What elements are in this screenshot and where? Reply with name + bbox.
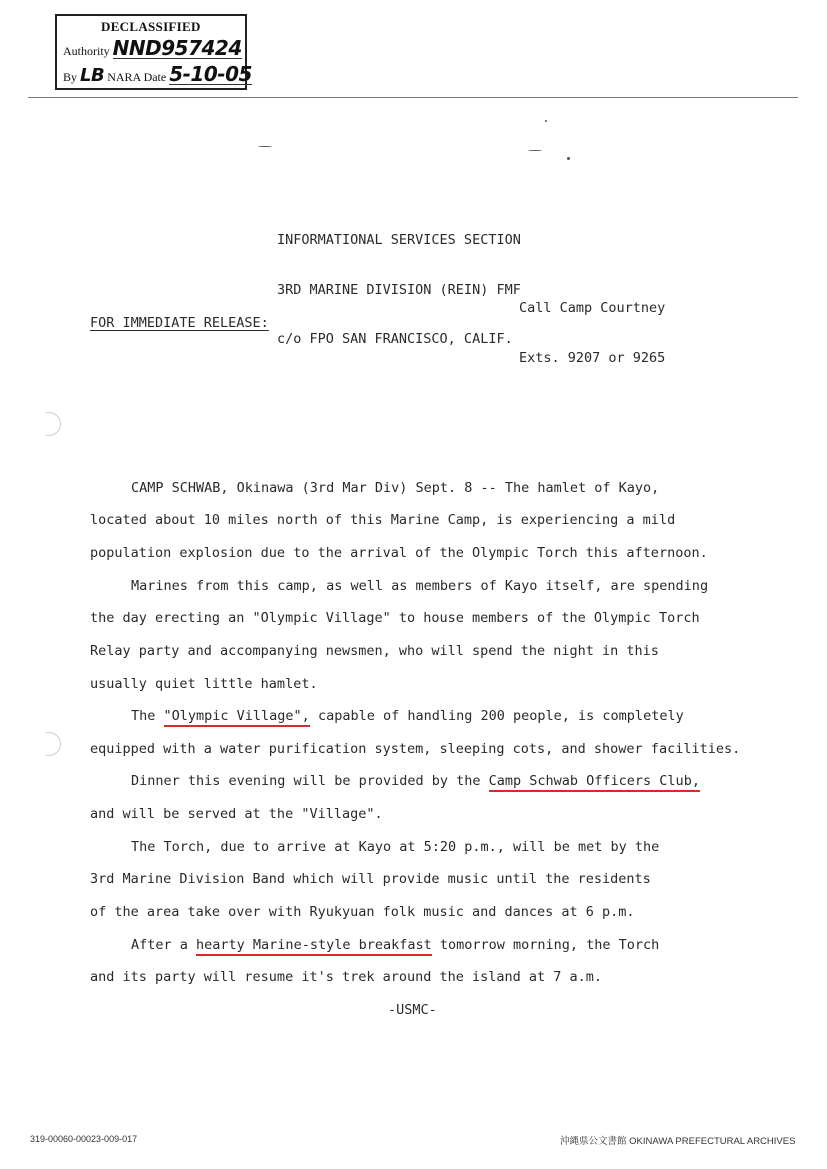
body-line: and its party will resume it's trek around the island at 7 a.m. <box>90 969 603 985</box>
contact-line: Exts. 9207 or 9265 <box>519 349 666 366</box>
body-line: and will be served at the "Village". <box>90 806 383 822</box>
body-line: CAMP SCHWAB, Okinawa (3rd Mar Div) Sept. 8 -- The hamlet of Kayo, <box>131 480 660 496</box>
body-line: Marines from this camp, as well as members of Kayo itself, are spending <box>131 578 709 594</box>
stamp-by-row <box>63 64 252 86</box>
stamp-by-initials: LB <box>80 65 105 86</box>
punch-hole <box>46 732 61 756</box>
contact-info <box>519 267 665 399</box>
stamp-authority-value: NND957424 <box>112 36 242 60</box>
body-line: Relay party and accompanying newsmen, who will spend the night in this <box>90 643 659 659</box>
body-text: capable of handling 200 people, is completely <box>309 708 684 724</box>
contact-line: Call Camp Courtney <box>519 300 666 316</box>
stamp-title: DECLASSIFIED <box>101 19 201 34</box>
body-line: equipped with a water purification system, sleeping cots, and shower facilities. <box>90 741 741 757</box>
stamp-date-label: Date <box>143 70 167 84</box>
body-line <box>131 773 700 789</box>
letterhead-line: c/o FPO SAN FRANCISCO, CALIF. <box>277 331 513 347</box>
punch-hole <box>46 412 61 436</box>
body-text: Dinner this evening will be provided by the <box>131 773 489 789</box>
letterhead <box>277 199 521 381</box>
stamp-agency: NARA <box>107 70 141 84</box>
letterhead-line: INFORMATIONAL SERVICES SECTION <box>277 232 521 248</box>
release-heading: FOR IMMEDIATE RELEASE: <box>90 315 269 331</box>
top-rule <box>28 97 798 98</box>
body-line: population explosion due to the arrival of the Olympic Torch this afternoon. <box>90 545 708 561</box>
letterhead-line: 3RD MARINE DIVISION (REIN) FMF <box>277 281 521 298</box>
red-underline-annotation: Camp Schwab Officers Club, <box>489 773 700 792</box>
closing-mark: -USMC- <box>388 1002 437 1018</box>
body-line: of the area take over with Ryukyuan folk music and dances at 6 p.m. <box>90 904 635 920</box>
scan-mark <box>258 146 272 147</box>
body-line: the day erecting an "Olympic Village" to house members of the Olympic Torch <box>90 610 700 626</box>
archive-credit: 沖縄県公文書館 OKINAWA PREFECTURAL ARCHIVES <box>560 1136 796 1147</box>
stamp-authority-label: Authority <box>63 44 110 58</box>
scan-mark <box>528 150 542 151</box>
red-underline-annotation: hearty Marine-style breakfast <box>196 937 432 956</box>
declassified-stamp <box>55 14 252 90</box>
stamp-date-value: 5-10-05 <box>169 62 252 86</box>
body-line: usually quiet little hamlet. <box>90 676 318 692</box>
red-underline-annotation: "Olympic Village", <box>164 708 310 727</box>
body-text: After a <box>131 937 197 953</box>
stamp-by-label: By <box>63 70 78 84</box>
body-line: The Torch, due to arrive at Kayo at 5:20 p.m., will be met by the <box>131 839 660 855</box>
document-reference: 319-00060-00023-009-017 <box>30 1134 138 1144</box>
body-text: The <box>131 708 164 724</box>
stamp-authority-row <box>63 38 242 59</box>
body-line <box>131 937 659 953</box>
body-line: located about 10 miles north of this Marine Camp, is experiencing a mild <box>90 512 676 528</box>
body-line: 3rd Marine Division Band which will provide music until the residents <box>90 871 651 887</box>
scan-mark <box>545 120 547 122</box>
body-line <box>131 708 684 724</box>
scan-mark <box>567 157 570 160</box>
body-text: tomorrow morning, the Torch <box>431 937 660 953</box>
